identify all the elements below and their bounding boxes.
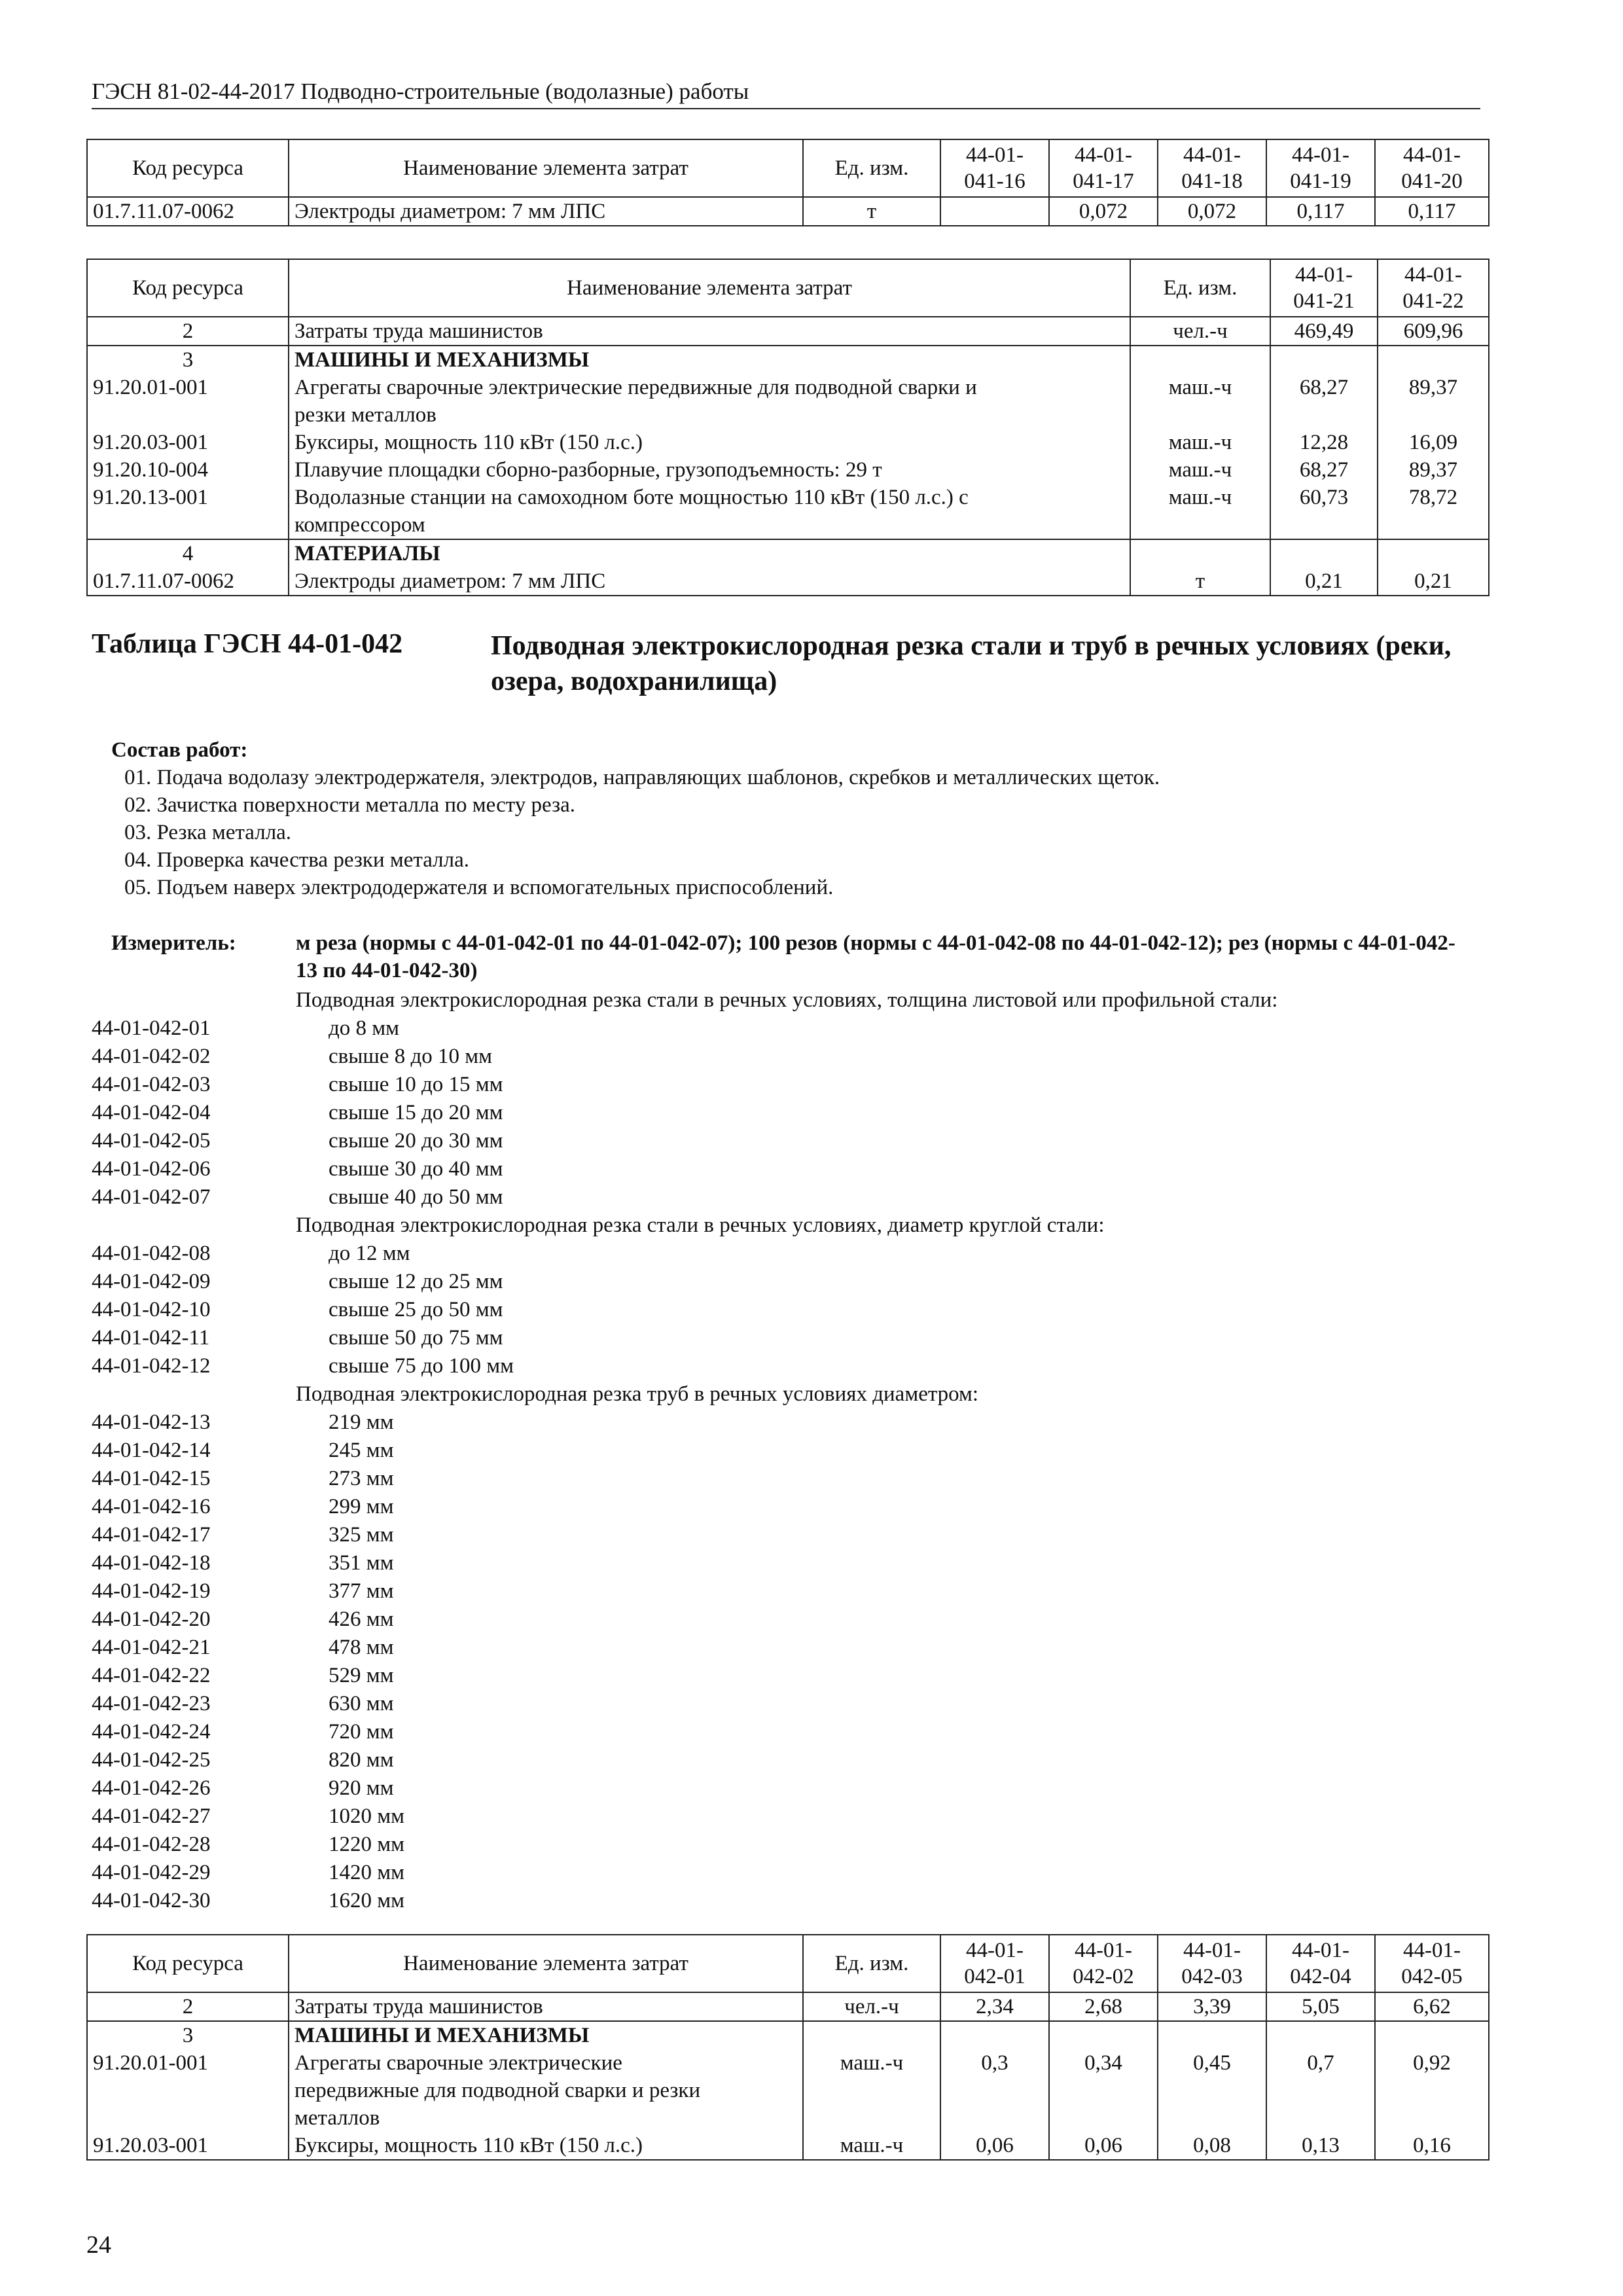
norm-code: 44-01-042-14 bbox=[92, 1439, 211, 1462]
table-heading-title: Подводная электрокислородная резка стали и труб в речных условиях (реки, озера, водохранилища) bbox=[491, 631, 1452, 696]
resource-code: 91.20.13-001 bbox=[93, 486, 208, 509]
norm-code: 44-01-042-10 bbox=[92, 1298, 211, 1321]
norm-description: свыше 20 до 30 мм bbox=[329, 1129, 503, 1153]
col-header-norm: 44-01- 041-21 bbox=[1270, 259, 1378, 317]
resource-code: 91.20.01-001 bbox=[93, 376, 208, 399]
section-number: 4 bbox=[182, 542, 194, 565]
resource-code: 91.20.01-001 bbox=[93, 2051, 208, 2075]
norm-code: 44-01-042-25 bbox=[92, 1748, 211, 1772]
norm-code: 44-01-042-19 bbox=[92, 1579, 211, 1603]
norm-code: 44-01-042-15 bbox=[92, 1467, 211, 1490]
header-rule bbox=[92, 108, 1480, 109]
resource-name: Агрегаты сварочные электрические передвижные для подводной сварки и bbox=[294, 376, 977, 399]
norm-value: 3,39 bbox=[1158, 1992, 1266, 2021]
table-block-materials bbox=[87, 539, 1489, 596]
resource-unit: маш.-ч bbox=[840, 2051, 904, 2075]
norm-code: 44-01-042-22 bbox=[92, 1664, 211, 1687]
norm-value: 2,34 bbox=[940, 1992, 1049, 2021]
norm-code: 44-01-042-08 bbox=[92, 1242, 211, 1265]
norm-value: 60,73 bbox=[1299, 486, 1349, 509]
norm-code: 44-01-042-02 bbox=[92, 1045, 211, 1068]
norm-value: 0,21 bbox=[1414, 569, 1452, 593]
norm-value: 0,072 bbox=[1158, 197, 1266, 226]
resource-code: 91.20.03-001 bbox=[93, 431, 208, 454]
norm-description: свыше 50 до 75 мм bbox=[329, 1326, 503, 1350]
norm-value: 0,06 bbox=[1084, 2134, 1122, 2157]
resource-name: Буксиры, мощность 110 кВт (150 л.с.) bbox=[294, 431, 643, 454]
norm-value bbox=[940, 197, 1049, 226]
norm-description: свыше 8 до 10 мм bbox=[329, 1045, 493, 1068]
norm-description: до 12 мм bbox=[329, 1242, 410, 1265]
resource-code: 01.7.11.07-0062 bbox=[93, 569, 235, 593]
norm-value: 5,05 bbox=[1266, 1992, 1375, 2021]
col-header-code: Код ресурса bbox=[87, 139, 289, 197]
work-item: 05. Подъем наверх электрододержателя и вспомогательных приспособлений. bbox=[124, 876, 834, 899]
norm-description: 820 мм bbox=[329, 1748, 394, 1772]
norm-value: 0,072 bbox=[1049, 197, 1158, 226]
col-header-unit: Ед. изм. bbox=[803, 1935, 940, 1992]
norm-value: 609,96 bbox=[1378, 317, 1489, 346]
col-header-norm: 44-01- 041-19 bbox=[1266, 139, 1375, 197]
norm-description: до 8 мм bbox=[329, 1016, 400, 1040]
resource-code: 91.20.10-004 bbox=[93, 458, 208, 482]
norm-value: 0,06 bbox=[976, 2134, 1014, 2157]
resource-code: 01.7.11.07-0062 bbox=[87, 197, 289, 226]
table-block-machines bbox=[87, 2021, 1489, 2160]
resource-name: Водолазные станции на самоходном боте мощностью 110 кВт (150 л.с.) с bbox=[294, 486, 969, 509]
norm-value: 89,37 bbox=[1408, 458, 1458, 482]
resource-table-041-16-20 bbox=[86, 139, 1489, 226]
table-row bbox=[87, 1992, 1489, 2021]
col-header-code: Код ресурса bbox=[87, 1935, 289, 1992]
resource-name: Буксиры, мощность 110 кВт (150 л.с.) bbox=[294, 2134, 643, 2157]
norm-code: 44-01-042-23 bbox=[92, 1692, 211, 1715]
section-number: 3 bbox=[182, 2024, 194, 2047]
table-row bbox=[87, 317, 1489, 346]
norm-value: 2,68 bbox=[1049, 1992, 1158, 2021]
norm-code: 44-01-042-09 bbox=[92, 1270, 211, 1293]
norm-value: 0,7 bbox=[1307, 2051, 1334, 2075]
norm-code: 44-01-042-04 bbox=[92, 1101, 211, 1124]
norm-description: 299 мм bbox=[329, 1495, 394, 1518]
col-header-norm: 44-01- 041-20 bbox=[1375, 139, 1489, 197]
norm-description: 273 мм bbox=[329, 1467, 394, 1490]
norm-value: 0,34 bbox=[1084, 2051, 1122, 2075]
norm-value: 6,62 bbox=[1375, 1992, 1489, 2021]
norm-description: 630 мм bbox=[329, 1692, 394, 1715]
norm-code: 44-01-042-30 bbox=[92, 1889, 211, 1912]
norm-code: 44-01-042-18 bbox=[92, 1551, 211, 1575]
col-header-norm: 44-01- 041-22 bbox=[1378, 259, 1489, 317]
col-header-norm: 44-01- 041-16 bbox=[940, 139, 1049, 197]
work-composition-list bbox=[124, 764, 1160, 901]
norm-code: 44-01-042-20 bbox=[92, 1607, 211, 1631]
measure-text: м реза (нормы с 44-01-042-01 по 44-01-042-07); 100 резов (нормы с 44-01-042-08 по 44-01-042-12); рез (нормы с 44-01-042-13 по 44-01-042-30) bbox=[296, 931, 1455, 982]
col-header-unit: Ед. изм. bbox=[803, 139, 940, 197]
col-header-code: Код ресурса bbox=[87, 259, 289, 317]
norm-description: свыше 40 до 50 мм bbox=[329, 1185, 503, 1209]
norm-code: 44-01-042-07 bbox=[92, 1185, 211, 1209]
norm-description: 529 мм bbox=[329, 1664, 394, 1687]
table-row bbox=[87, 197, 1489, 226]
norm-code: 44-01-042-29 bbox=[92, 1861, 211, 1884]
measure-label: Измеритель: bbox=[111, 931, 236, 955]
norm-value: 0,21 bbox=[1305, 569, 1343, 593]
resource-name: компрессором bbox=[294, 513, 425, 537]
col-header-name: Наименование элемента затрат bbox=[289, 139, 803, 197]
page-number: 24 bbox=[86, 2231, 111, 2259]
running-header: ГЭСН 81-02-44-2017 Подводно-строительные (водолазные) работы bbox=[92, 79, 749, 104]
norm-code: 44-01-042-13 bbox=[92, 1410, 211, 1434]
norm-code: 44-01-042-26 bbox=[92, 1776, 211, 1800]
col-header-norm: 44-01- 042-03 bbox=[1158, 1935, 1266, 1992]
norm-description: 720 мм bbox=[329, 1720, 394, 1744]
col-header-norm: 44-01- 041-18 bbox=[1158, 139, 1266, 197]
norm-value: 78,72 bbox=[1408, 486, 1458, 509]
norm-value: 0,45 bbox=[1193, 2051, 1231, 2075]
norm-value: 0,13 bbox=[1302, 2134, 1340, 2157]
norm-value: 89,37 bbox=[1408, 376, 1458, 399]
col-header-norm: 44-01- 042-02 bbox=[1049, 1935, 1158, 1992]
norm-description: 245 мм bbox=[329, 1439, 394, 1462]
norm-code: 44-01-042-11 bbox=[92, 1326, 210, 1350]
resource-name: передвижные для подводной сварки и резки bbox=[294, 2079, 701, 2102]
work-item: 01. Подача водолазу электродержателя, электродов, направляющих шаблонов, скребков и металлических щеток. bbox=[124, 766, 1160, 789]
resource-table-041-21-22 bbox=[86, 259, 1489, 596]
resource-unit: т bbox=[1195, 569, 1205, 593]
resource-name: Агрегаты сварочные электрические bbox=[294, 2051, 622, 2075]
norm-group-heading: Подводная электрокислородная резка труб в речных условиях диаметром: bbox=[296, 1382, 979, 1406]
norm-value: 0,08 bbox=[1193, 2134, 1231, 2157]
resource-code: 91.20.03-001 bbox=[93, 2134, 208, 2157]
norm-value: 0,3 bbox=[981, 2051, 1008, 2075]
section-title: МАШИНЫ И МЕХАНИЗМЫ bbox=[294, 348, 590, 372]
norm-description: свыше 75 до 100 мм bbox=[329, 1354, 514, 1378]
norm-code: 44-01-042-12 bbox=[92, 1354, 211, 1378]
resource-name: Плавучие площадки сборно-разборные, грузоподъемность: 29 т bbox=[294, 458, 882, 482]
norm-code: 44-01-042-24 bbox=[92, 1720, 211, 1744]
col-header-norm: 44-01- 041-17 bbox=[1049, 139, 1158, 197]
resource-unit: т bbox=[803, 197, 940, 226]
section-number: 3 bbox=[182, 348, 194, 372]
resource-name: резки металлов bbox=[294, 403, 437, 427]
norm-description: 426 мм bbox=[329, 1607, 394, 1631]
norm-value: 0,92 bbox=[1413, 2051, 1451, 2075]
resource-table-042-01-05 bbox=[86, 1934, 1489, 2161]
section-title: МАШИНЫ И МЕХАНИЗМЫ bbox=[294, 2024, 590, 2047]
norm-value: 68,27 bbox=[1299, 458, 1349, 482]
resource-unit: чел.-ч bbox=[1130, 317, 1270, 346]
resource-unit: маш.-ч bbox=[840, 2134, 904, 2157]
norm-description: свыше 12 до 25 мм bbox=[329, 1270, 503, 1293]
norm-value: 16,09 bbox=[1408, 431, 1458, 454]
norm-value: 469,49 bbox=[1270, 317, 1378, 346]
resource-unit: маш.-ч bbox=[1168, 458, 1232, 482]
work-item: 03. Резка металла. bbox=[124, 821, 292, 844]
norm-value: 12,28 bbox=[1299, 431, 1349, 454]
norm-description: 1220 мм bbox=[329, 1833, 405, 1856]
table-block-machines bbox=[87, 346, 1489, 539]
resource-unit: маш.-ч bbox=[1168, 431, 1232, 454]
norm-code: 44-01-042-21 bbox=[92, 1636, 211, 1659]
section-title: МАТЕРИАЛЫ bbox=[294, 542, 440, 565]
section-number: 2 bbox=[87, 1992, 289, 2021]
norm-description: 325 мм bbox=[329, 1523, 394, 1547]
col-header-norm: 44-01- 042-01 bbox=[940, 1935, 1049, 1992]
norm-code: 44-01-042-03 bbox=[92, 1073, 211, 1096]
resource-name: Электроды диаметром: 7 мм ЛПС bbox=[289, 197, 803, 226]
norm-code: 44-01-042-01 bbox=[92, 1016, 211, 1040]
norm-group-heading: Подводная электрокислородная резка стали в речных условиях, диаметр круглой стали: bbox=[296, 1213, 1105, 1237]
work-item: 04. Проверка качества резки металла. bbox=[124, 848, 469, 872]
table-heading-code: Таблица ГЭСН 44-01-042 bbox=[92, 629, 403, 659]
norm-code: 44-01-042-06 bbox=[92, 1157, 211, 1181]
work-item: 02. Зачистка поверхности металла по месту реза. bbox=[124, 793, 576, 817]
norm-description: 1620 мм bbox=[329, 1889, 405, 1912]
norm-code: 44-01-042-16 bbox=[92, 1495, 211, 1518]
norm-code: 44-01-042-17 bbox=[92, 1523, 211, 1547]
resource-unit: маш.-ч bbox=[1168, 376, 1232, 399]
norm-code: 44-01-042-27 bbox=[92, 1804, 211, 1828]
work-composition-title: Состав работ: bbox=[111, 738, 248, 762]
resource-name: Затраты труда машинистов bbox=[289, 1992, 803, 2021]
norm-code: 44-01-042-05 bbox=[92, 1129, 211, 1153]
resource-unit: чел.-ч bbox=[803, 1992, 940, 2021]
norm-description: 219 мм bbox=[329, 1410, 394, 1434]
resource-name: Электроды диаметром: 7 мм ЛПС bbox=[294, 569, 606, 593]
norm-description: 478 мм bbox=[329, 1636, 394, 1659]
norm-description: 351 мм bbox=[329, 1551, 394, 1575]
norm-value: 0,117 bbox=[1375, 197, 1489, 226]
norm-code: 44-01-042-28 bbox=[92, 1833, 211, 1856]
resource-name: металлов bbox=[294, 2106, 380, 2130]
norm-description: свыше 25 до 50 мм bbox=[329, 1298, 503, 1321]
norm-value: 68,27 bbox=[1299, 376, 1349, 399]
norm-group-heading: Подводная электрокислородная резка стали в речных условиях, толщина листовой или профильной стали: bbox=[296, 988, 1278, 1012]
norm-description: свыше 15 до 20 мм bbox=[329, 1101, 503, 1124]
norm-value: 0,16 bbox=[1413, 2134, 1451, 2157]
resource-name: Затраты труда машинистов bbox=[289, 317, 1130, 346]
norm-description: 1020 мм bbox=[329, 1804, 405, 1828]
resource-unit: маш.-ч bbox=[1168, 486, 1232, 509]
col-header-norm: 44-01- 042-04 bbox=[1266, 1935, 1375, 1992]
col-header-norm: 44-01- 042-05 bbox=[1375, 1935, 1489, 1992]
section-number: 2 bbox=[87, 317, 289, 346]
norm-description: свыше 10 до 15 мм bbox=[329, 1073, 503, 1096]
norm-description: 377 мм bbox=[329, 1579, 394, 1603]
norm-description: 920 мм bbox=[329, 1776, 394, 1800]
norm-value: 0,117 bbox=[1266, 197, 1375, 226]
col-header-name: Наименование элемента затрат bbox=[289, 259, 1130, 317]
norm-description: 1420 мм bbox=[329, 1861, 405, 1884]
col-header-unit: Ед. изм. bbox=[1130, 259, 1270, 317]
norm-description: свыше 30 до 40 мм bbox=[329, 1157, 503, 1181]
col-header-name: Наименование элемента затрат bbox=[289, 1935, 803, 1992]
